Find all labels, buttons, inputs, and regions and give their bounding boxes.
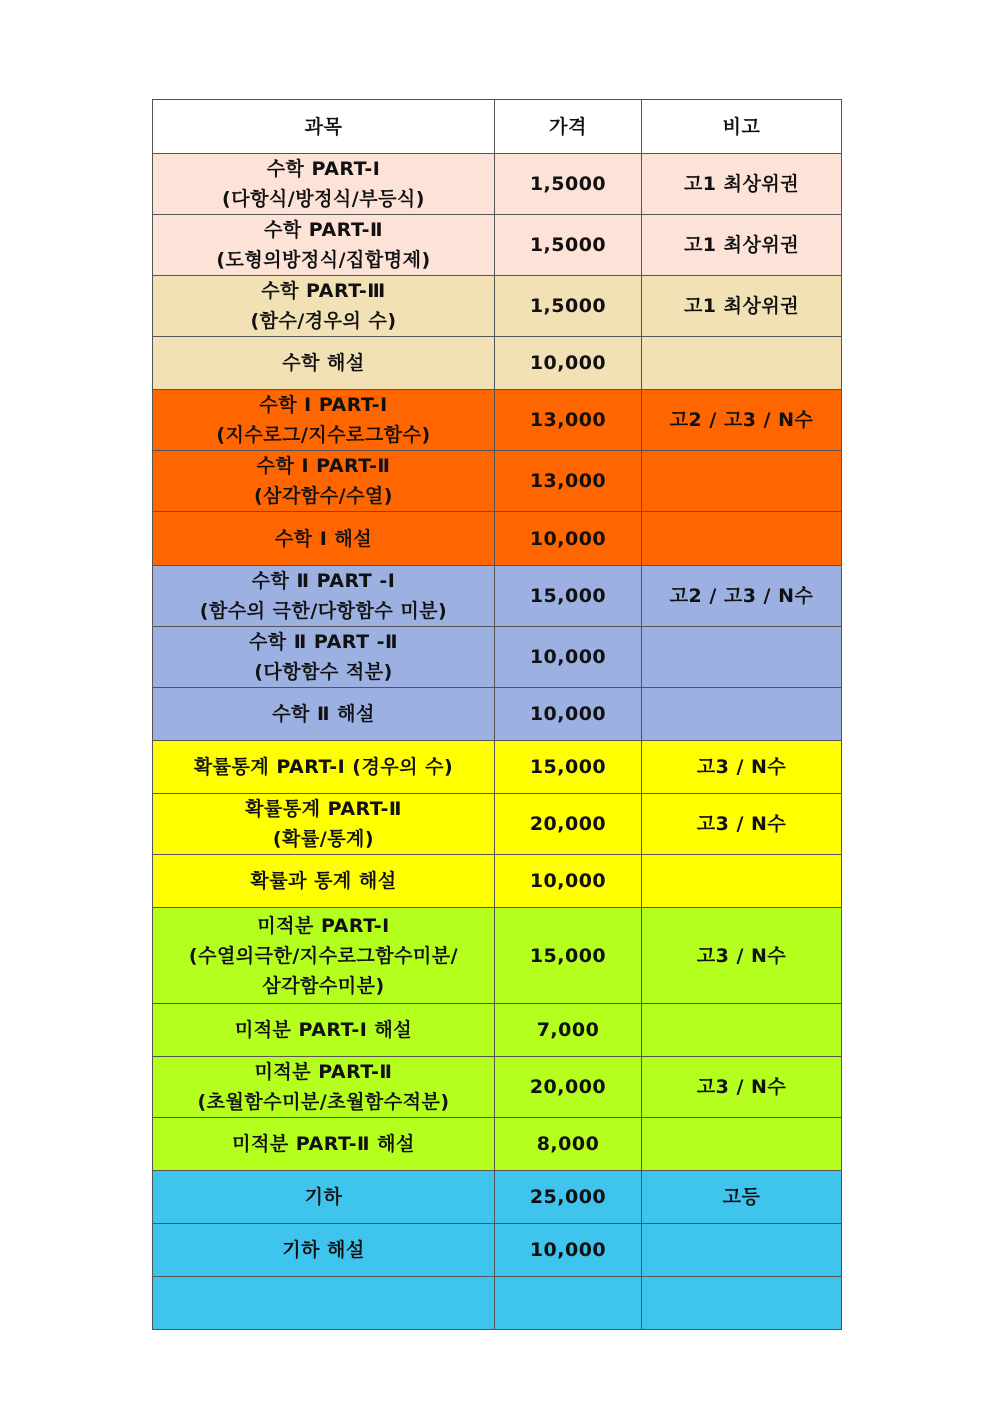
- table-row: [153, 627, 842, 688]
- table-row: [153, 337, 842, 390]
- table-row: [153, 1057, 842, 1118]
- header-price: 가격: [495, 100, 642, 154]
- price-cell: 10,000: [495, 688, 642, 741]
- subject-cell: [153, 855, 495, 908]
- note-cell: 고3 / N수: [642, 1057, 842, 1118]
- price-cell: 15,000: [495, 566, 642, 627]
- note-cell: 고3 / N수: [642, 741, 842, 794]
- subject-line: 수학 Ⅰ PART-Ⅰ: [259, 394, 388, 416]
- table-row: [153, 566, 842, 627]
- price-cell: 1,5000: [495, 154, 642, 215]
- subject-line: (수열의극한/지수로그함수미분/: [188, 944, 459, 967]
- note-cell: 고1 최상위권: [642, 215, 842, 276]
- subject-line: 미적분 PART-Ⅰ: [257, 914, 390, 937]
- subject-line: 미적분 PART-Ⅱ: [254, 1061, 393, 1083]
- subject-cell: [153, 215, 495, 276]
- table-row: [153, 855, 842, 908]
- subject-line: 수학 Ⅱ 해설: [272, 703, 375, 725]
- subject-cell: [153, 276, 495, 337]
- table-row: [153, 688, 842, 741]
- subject-cell: [153, 451, 495, 512]
- table-row: [153, 154, 842, 215]
- note-cell: [642, 1277, 842, 1330]
- subject-cell: [153, 1224, 495, 1277]
- price-cell: 7,000: [495, 1004, 642, 1057]
- price-cell: 1,5000: [495, 215, 642, 276]
- subject-line: 미적분 PART-Ⅱ 해설: [232, 1133, 415, 1155]
- subject-line: (다항식/방정식/부등식): [222, 188, 425, 210]
- table-row: [153, 1277, 842, 1330]
- subject-line: 기하 해설: [282, 1239, 365, 1261]
- subject-cell: [153, 1277, 495, 1330]
- table-row: [153, 908, 842, 1004]
- subject-line: 수학 PART-Ⅰ: [266, 158, 381, 180]
- subject-line: (확률/통계): [272, 828, 375, 850]
- subject-cell: [153, 741, 495, 794]
- table-row: [153, 390, 842, 451]
- subject-line: 기하: [304, 1186, 343, 1208]
- price-cell: 20,000: [495, 794, 642, 855]
- note-cell: [642, 451, 842, 512]
- table-row: [153, 794, 842, 855]
- table-row: [153, 1224, 842, 1277]
- table-row: [153, 741, 842, 794]
- subject-line: (삼각함수/수열): [254, 485, 393, 507]
- note-cell: [642, 1118, 842, 1171]
- note-cell: [642, 1004, 842, 1057]
- price-cell: 25,000: [495, 1171, 642, 1224]
- price-cell: 15,000: [495, 908, 642, 1004]
- note-cell: [642, 1224, 842, 1277]
- subject-line: 확률과 통계 해설: [250, 870, 397, 892]
- price-table: [152, 99, 842, 1330]
- subject-cell: [153, 337, 495, 390]
- subject-line: 수학 해설: [282, 352, 365, 374]
- subject-cell: [153, 908, 495, 1004]
- subject-line: 수학 Ⅱ PART -Ⅰ: [251, 570, 396, 592]
- subject-line: 수학 PART-Ⅱ: [263, 219, 384, 241]
- note-cell: 고2 / 고3 / N수: [642, 390, 842, 451]
- note-cell: [642, 855, 842, 908]
- subject-line: (지수로그/지수로그함수): [216, 424, 431, 446]
- note-cell: 고1 최상위권: [642, 154, 842, 215]
- subject-cell: [153, 1118, 495, 1171]
- table-row: [153, 215, 842, 276]
- table-row: [153, 1171, 842, 1224]
- price-cell: 13,000: [495, 390, 642, 451]
- table-row: [153, 451, 842, 512]
- price-cell: 10,000: [495, 512, 642, 566]
- subject-cell: [153, 1171, 495, 1224]
- subject-cell: [153, 154, 495, 215]
- subject-line: (도형의방정식/집합명제): [216, 249, 431, 271]
- header-subject: 과목: [153, 100, 495, 154]
- price-cell: 10,000: [495, 855, 642, 908]
- note-cell: [642, 512, 842, 566]
- price-cell: 13,000: [495, 451, 642, 512]
- subject-line: 확률통계 PART-Ⅱ: [245, 798, 402, 820]
- price-cell: 1,5000: [495, 276, 642, 337]
- subject-cell: [153, 1004, 495, 1057]
- note-cell: [642, 688, 842, 741]
- subject-line: (초월함수미분/초월함수적분): [197, 1091, 450, 1113]
- header-note: 비고: [642, 100, 842, 154]
- price-cell: 10,000: [495, 627, 642, 688]
- table-row: [153, 512, 842, 566]
- note-cell: 고등: [642, 1171, 842, 1224]
- subject-line: (함수/경우의 수): [250, 310, 397, 332]
- price-cell: 8,000: [495, 1118, 642, 1171]
- subject-line: (다항함수 적분): [254, 661, 393, 683]
- note-cell: 고3 / N수: [642, 794, 842, 855]
- subject-line: (함수의 극한/다항함수 미분): [199, 600, 448, 622]
- table-row: [153, 276, 842, 337]
- note-cell: [642, 627, 842, 688]
- subject-line: 수학 PART-Ⅲ: [261, 280, 386, 302]
- subject-line: 삼각함수미분): [262, 974, 385, 997]
- subject-line: 수학 Ⅰ PART-Ⅱ: [256, 455, 391, 477]
- subject-cell: [153, 390, 495, 451]
- table-row: [153, 1004, 842, 1057]
- table-row: [153, 1118, 842, 1171]
- header-row: [153, 100, 842, 154]
- subject-line: 확률통계 PART-Ⅰ (경우의 수): [193, 756, 454, 778]
- subject-cell: [153, 1057, 495, 1118]
- price-cell: 10,000: [495, 1224, 642, 1277]
- note-cell: 고3 / N수: [642, 908, 842, 1004]
- note-cell: 고2 / 고3 / N수: [642, 566, 842, 627]
- price-cell: 15,000: [495, 741, 642, 794]
- subject-cell: [153, 512, 495, 566]
- subject-cell: [153, 688, 495, 741]
- subject-line: 미적분 PART-Ⅰ 해설: [234, 1019, 413, 1041]
- price-cell: 10,000: [495, 337, 642, 390]
- subject-line: 수학 Ⅱ PART -Ⅱ: [248, 631, 399, 653]
- subject-line: 수학 Ⅰ 해설: [274, 527, 373, 550]
- subject-cell: [153, 627, 495, 688]
- price-cell: [495, 1277, 642, 1330]
- note-cell: [642, 337, 842, 390]
- subject-cell: [153, 566, 495, 627]
- note-cell: 고1 최상위권: [642, 276, 842, 337]
- price-cell: 20,000: [495, 1057, 642, 1118]
- subject-cell: [153, 794, 495, 855]
